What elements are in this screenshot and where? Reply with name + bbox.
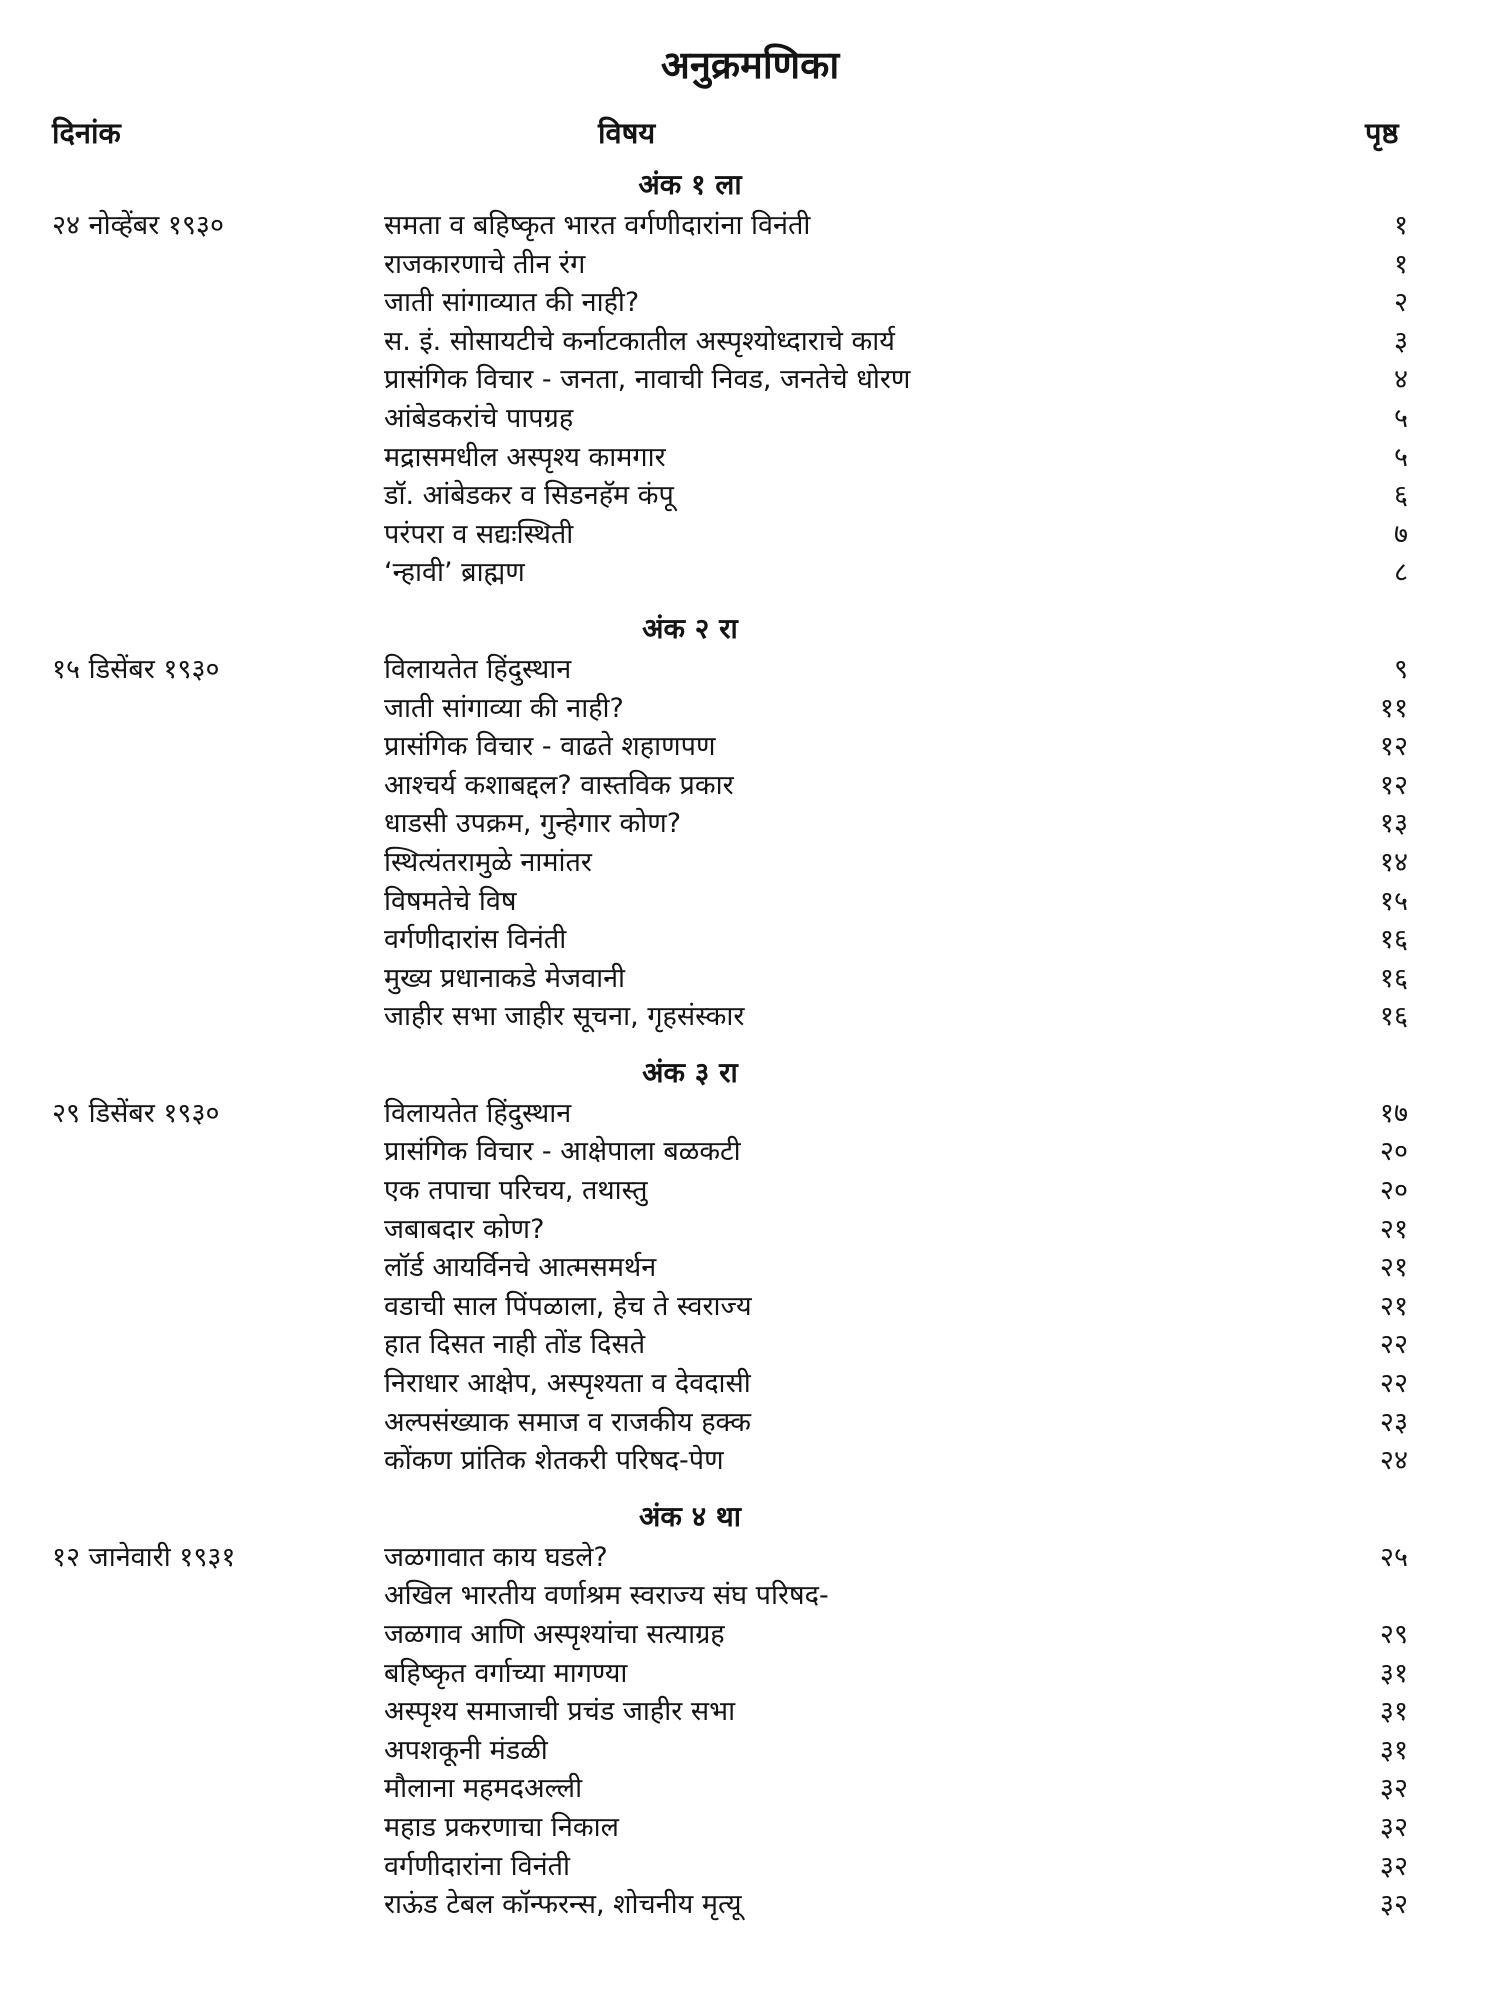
toc-entry xyxy=(0,1172,1500,1211)
entry-page-number: २० xyxy=(1379,1175,1408,1207)
entry-subject: जळगाव आणि अस्पृश्यांचा सत्याग्रह xyxy=(384,1619,725,1650)
issue-section-3 xyxy=(0,1051,1500,1481)
entry-subject: महाड प्रकरणाचा निकाल xyxy=(384,1811,619,1843)
toc-entry xyxy=(0,1693,1500,1732)
toc-entry xyxy=(0,1616,1500,1655)
entry-page-number: २९ xyxy=(1379,1619,1408,1650)
toc-entry xyxy=(0,1095,1500,1134)
entry-subject: बहिष्कृत वर्गाच्या मागण्या xyxy=(384,1657,628,1689)
entry-page-number: ३२ xyxy=(1379,1811,1408,1843)
entry-subject: अपशकूनी मंडळी xyxy=(384,1734,548,1766)
entry-subject: मद्रासमधील अस्पृश्य कामगार xyxy=(384,441,666,473)
toc-entry xyxy=(0,1442,1500,1481)
entry-page-number: १७ xyxy=(1379,1097,1408,1129)
entry-list xyxy=(0,1095,1500,1481)
toc-entry xyxy=(0,1732,1500,1771)
entry-page-number: १३ xyxy=(1379,808,1408,840)
toc-entry xyxy=(0,1539,1500,1578)
entry-subject: वर्गणीदारांस विनंती xyxy=(384,924,567,956)
toc-entry xyxy=(0,728,1500,767)
entry-subject: अल्पसंख्याक समाज व राजकीय हक्क xyxy=(384,1406,751,1438)
entry-subject: निराधार आक्षेप, अस्पृश्यता व देवदासी xyxy=(384,1368,751,1400)
entry-page-number: ३२ xyxy=(1379,1773,1408,1805)
toc-entry xyxy=(0,1809,1500,1848)
entry-list xyxy=(0,651,1500,1037)
toc-entry xyxy=(0,1404,1500,1443)
toc-entry xyxy=(0,516,1500,555)
entry-page-number: १२ xyxy=(1379,769,1408,801)
toc-entry xyxy=(0,1326,1500,1365)
entry-page-number: ३१ xyxy=(1379,1657,1408,1689)
entry-page-number: २ xyxy=(1393,287,1408,319)
entry-subject: अस्पृश्य समाजाची प्रचंड जाहीर सभा xyxy=(384,1696,736,1728)
entry-page-number: ४ xyxy=(1393,364,1408,396)
issue-section-2 xyxy=(0,607,1500,1037)
entry-subject: जाहीर सभा जाहीर सूचना, गृहसंस्कार xyxy=(384,1001,745,1033)
toc-entry xyxy=(0,400,1500,439)
toc-entry xyxy=(0,439,1500,478)
contents-list xyxy=(0,163,1500,1925)
page-column-header: पृष्ठ xyxy=(1365,116,1399,150)
entry-page-number: ३१ xyxy=(1379,1734,1408,1766)
entry-subject: कोंकण प्रांतिक शेतकरी परिषद-पेण xyxy=(384,1445,724,1477)
entry-subject: प्रासंगिक विचार - आक्षेपाला बळकटी xyxy=(384,1136,741,1168)
toc-entry xyxy=(0,1577,1500,1616)
entry-page-number: ९ xyxy=(1393,653,1408,685)
entry-page-number: १६ xyxy=(1379,924,1408,956)
toc-entry xyxy=(0,1365,1500,1404)
toc-entry xyxy=(0,960,1500,999)
entry-page-number: १६ xyxy=(1379,1001,1408,1033)
entry-page-number: ३१ xyxy=(1379,1696,1408,1728)
entry-page-number: २१ xyxy=(1379,1213,1408,1245)
toc-entry xyxy=(0,1288,1500,1327)
entry-page-number: १ xyxy=(1393,210,1408,241)
toc-entry xyxy=(0,361,1500,400)
issue-heading: अंक २ रा xyxy=(642,611,738,645)
entry-page-number: १२ xyxy=(1379,731,1408,763)
entry-page-number: ५ xyxy=(1393,402,1408,434)
entry-subject: प्रासंगिक विचार - जनता, नावाची निवड, जनतेचे धोरण xyxy=(384,364,911,396)
toc-entry xyxy=(0,921,1500,960)
entry-page-number: २२ xyxy=(1379,1329,1408,1361)
entry-subject: मुख्य प्रधानाकडे मेजवानी xyxy=(384,962,626,994)
entry-page-number: ८ xyxy=(1393,557,1408,589)
entry-page-number: १ xyxy=(1393,248,1408,280)
entry-page-number: २५ xyxy=(1379,1541,1408,1573)
entry-subject: राऊंड टेबल कॉन्फरन्स, शोचनीय मृत्यू xyxy=(384,1889,742,1921)
entry-subject: समता व बहिष्कृत भारत वर्गणीदारांना विनंती xyxy=(384,210,811,241)
entry-subject: जबाबदार कोण? xyxy=(384,1213,545,1245)
toc-entry xyxy=(0,1655,1500,1694)
entry-page-number: २२ xyxy=(1379,1368,1408,1400)
toc-entry xyxy=(0,1848,1500,1887)
entry-subject: जाती सांगाव्यात की नाही? xyxy=(384,287,640,319)
entry-subject: जळगावात काय घडले? xyxy=(384,1541,608,1573)
toc-entry xyxy=(0,844,1500,883)
issue-heading: अंक ३ रा xyxy=(642,1055,738,1089)
toc-entry xyxy=(0,1249,1500,1288)
toc-entry xyxy=(0,246,1500,285)
entry-subject: लॉर्ड आयर्विनचे आत्मसमर्थन xyxy=(384,1252,657,1284)
page-title: अनुक्रमणिका xyxy=(660,43,840,87)
entry-page-number: ५ xyxy=(1393,441,1408,473)
entry-page-number: ७ xyxy=(1393,518,1408,550)
toc-entry xyxy=(0,998,1500,1037)
toc-entry xyxy=(0,767,1500,806)
entry-subject: मौलाना महमदअल्ली xyxy=(384,1773,583,1805)
entry-subject: वडाची साल पिंपळाला, हेच ते स्वराज्य xyxy=(384,1290,752,1322)
entry-subject: एक तपाचा परिचय, तथास्तु xyxy=(384,1175,648,1207)
toc-entry xyxy=(0,690,1500,729)
entry-subject: विलायतेत हिंदुस्थान xyxy=(384,653,572,685)
entry-page-number: २१ xyxy=(1379,1252,1408,1284)
toc-entry xyxy=(0,1770,1500,1809)
issue-heading: अंक १ ला xyxy=(638,168,742,201)
toc-entry xyxy=(0,1133,1500,1172)
entry-list xyxy=(0,1539,1500,1925)
toc-entry xyxy=(0,883,1500,922)
entry-page-number: २१ xyxy=(1379,1290,1408,1322)
toc-entry xyxy=(0,1211,1500,1250)
entry-subject: वर्गणीदारांना विनंती xyxy=(384,1850,571,1882)
toc-entry xyxy=(0,323,1500,362)
entry-page-number: २३ xyxy=(1379,1406,1408,1438)
entry-page-number: ६ xyxy=(1393,480,1408,512)
entry-subject: विषमतेचे विष xyxy=(384,885,517,917)
entry-subject: डॉ. आंबेडकर व सिडनहॅम कंपू xyxy=(384,480,674,512)
entry-page-number: ११ xyxy=(1379,692,1408,724)
entry-subject: आंबेडकरांचे पापग्रह xyxy=(384,402,574,434)
entry-page-number: ३२ xyxy=(1379,1889,1408,1921)
entry-subject: विलायतेत हिंदुस्थान xyxy=(384,1097,572,1129)
toc-entry xyxy=(0,1886,1500,1925)
issue-date: २९ डिसेंबर १९३० xyxy=(52,1097,220,1129)
entry-subject: प्रासंगिक विचार - वाढते शहाणपण xyxy=(384,731,716,763)
entry-subject: परंपरा व सद्यःस्थिती xyxy=(384,518,574,550)
subject-column-header: विषय xyxy=(598,116,656,150)
entry-subject: धाडसी उपक्रम, गुन्हेगार कोण? xyxy=(384,808,682,840)
entry-page-number: ३ xyxy=(1393,325,1408,357)
entry-subject: अखिल भारतीय वर्णाश्रम स्वराज्य संघ परिषद- xyxy=(384,1580,829,1612)
entry-subject: हात दिसत नाही तोंड दिसते xyxy=(384,1329,646,1361)
issue-date: २४ नोव्हेंबर १९३० xyxy=(52,210,224,241)
entry-page-number: १६ xyxy=(1379,962,1408,994)
entry-page-number: १५ xyxy=(1379,885,1408,917)
toc-entry xyxy=(0,207,1500,246)
toc-entry xyxy=(0,554,1500,593)
toc-entry xyxy=(0,477,1500,516)
entry-subject: ‘न्हावी’ ब्राह्मण xyxy=(384,557,525,589)
toc-entry xyxy=(0,651,1500,690)
date-column-header: दिनांक xyxy=(52,116,121,150)
issue-section-4 xyxy=(0,1495,1500,1925)
entry-page-number: २० xyxy=(1379,1136,1408,1168)
toc-entry xyxy=(0,805,1500,844)
issue-heading: अंक ४ था xyxy=(638,1499,742,1533)
entry-subject: राजकारणाचे तीन रंग xyxy=(384,248,586,280)
issue-date: १५ डिसेंबर १९३० xyxy=(52,653,220,685)
entry-subject: जाती सांगाव्या की नाही? xyxy=(384,692,624,724)
entry-page-number: २४ xyxy=(1379,1445,1408,1477)
entry-page-number: ३२ xyxy=(1379,1850,1408,1882)
issue-section-1 xyxy=(0,163,1500,593)
issue-date: १२ जानेवारी १९३१ xyxy=(52,1541,236,1573)
entry-subject: स्थित्यंतरामुळे नामांतर xyxy=(384,846,592,878)
toc-entry xyxy=(0,284,1500,323)
entry-subject: स. इं. सोसायटीचे कर्नाटकातील अस्पृश्योध्दाराचे कार्य xyxy=(384,325,895,357)
entry-subject: आश्चर्य कशाबद्दल? वास्तविक प्रकार xyxy=(384,769,734,801)
entry-list xyxy=(0,207,1500,593)
entry-page-number: १४ xyxy=(1379,846,1408,878)
